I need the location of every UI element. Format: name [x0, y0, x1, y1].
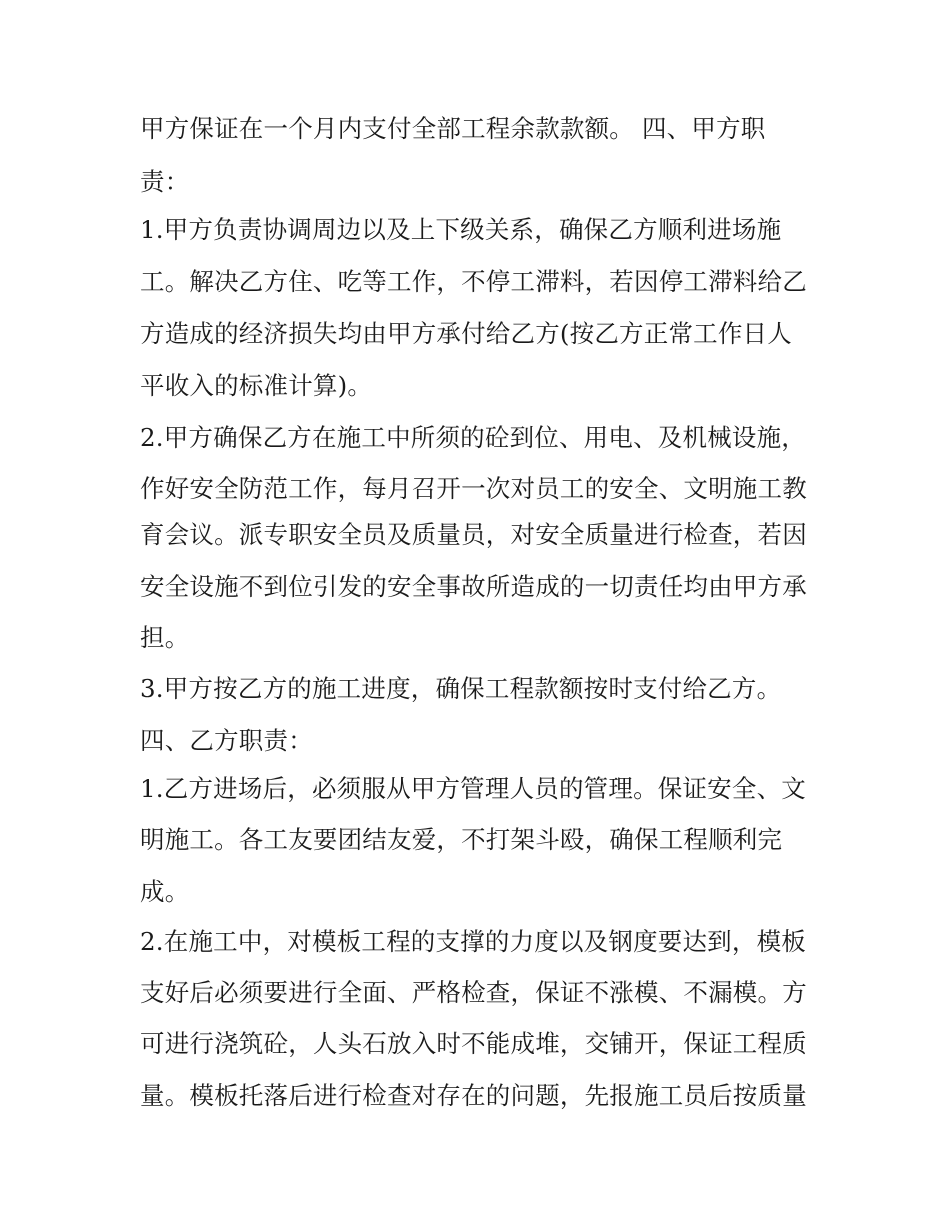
text-line: 成。 — [140, 877, 190, 906]
text-line: 明施工。各工友要团结友爱，不打架斗殴，确保工程顺利完 — [140, 825, 783, 854]
text-line: 3.甲方按乙方的施工进度，确保工程款额按时支付给乙方。 — [140, 674, 782, 703]
text-line: 甲方保证在一个月内支付全部工程余款款额。 四、甲方职 — [140, 114, 766, 143]
text-line: 2.甲方确保乙方在施工中所须的砼到位、用电、及机械设施， — [140, 423, 806, 452]
text-line: 方造成的经济损失均由甲方承付给乙方(按乙方正常工作日人 — [140, 319, 792, 348]
text-line: 可进行浇筑砼，人头石放入时不能成堆，交铺开，保证工程质 — [140, 1029, 807, 1058]
text-line: 1.乙方进场后，必须服从甲方管理人员的管理。保证安全、文 — [140, 774, 806, 803]
text-line: 四、乙方职责： — [140, 726, 313, 755]
text-line: 量。模板托落后进行检查对存在的问题，先报施工员后按质量 — [140, 1081, 807, 1110]
text-line: 育会议。派专职安全员及质量员，对安全质量进行检查，若因 — [140, 520, 807, 549]
text-line: 支好后必须要进行全面、严格检查，保证不涨模、不漏模。方 — [140, 978, 807, 1007]
text-line: 平收入的标准计算)。 — [140, 371, 373, 400]
text-line: 1.甲方负责协调周边以及上下级关系，确保乙方顺利进场施 — [140, 215, 782, 244]
text-line: 2.在施工中，对模板工程的支撑的力度以及钢度要达到，模板 — [140, 927, 806, 956]
text-line: 工。解决乙方住、吃等工作，不停工滞料，若因停工滞料给乙 — [140, 267, 807, 296]
text-line: 责： — [140, 167, 190, 196]
text-line: 作好安全防范工作，每月召开一次对员工的安全、文明施工教 — [140, 474, 807, 503]
text-line: 安全设施不到位引发的安全事故所造成的一切责任均由甲方承 — [140, 572, 807, 601]
text-line: 担。 — [140, 623, 190, 652]
